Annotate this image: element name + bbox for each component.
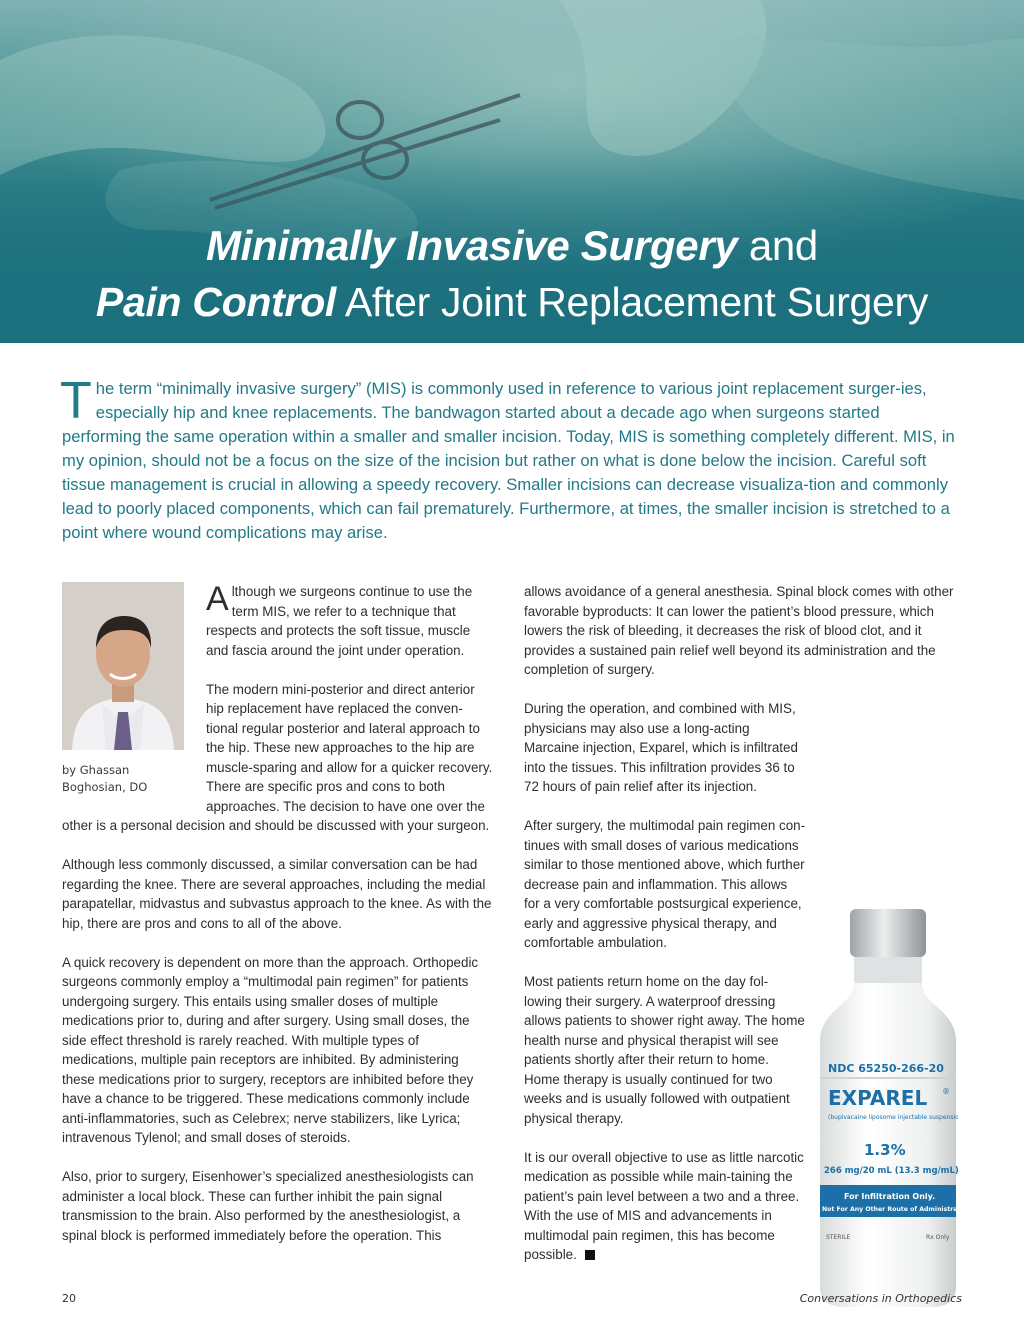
right-paragraph-4: Most patients return home on the day fol-lowing their surgery. A waterproof dressing allows patients to shower right away. The home health nurse and physical therapist will see patients shortly after their return to home. Home therapy is usually continued for two weeks and is usually followed with outpatient physical therapy. xyxy=(524,974,805,1126)
left-paragraph-5: Also, prior to surgery, Eisenhower’s specialized anesthesiologists can administer a local block. These can further inhibit the pain signal transmission to the brain. Also performed by the anesthesiologist, a spinal block is performed immediately before the operation. This xyxy=(62,1169,474,1243)
intro-text: he term “minimally invasive surgery” (MIS) is commonly used in reference to various joint replacement surger-ies, especially hip and knee replacements. The bandwagon started about a decade ago when surgeons started performing the same operation within a smaller and smaller incision. Today, MIS is something completely different. MIS, in my opinion, should not be a focus on the size of the incision but rather on what is done below the incision. Careful soft tissue management is crucial in allowing a speedy recovery. Smaller incisions can decrease visualiza-tion and commonly lead to poorly placed components, which can fail prematurely. Furthermore, at times, the smaller incision is stretched to a point where wound complications may arise. xyxy=(62,379,955,542)
vial-dose: 266 mg/20 mL (13.3 mg/mL) xyxy=(824,1166,958,1176)
vial-brand: EXPAREL xyxy=(828,1086,928,1110)
vial-sterile: STERILE xyxy=(826,1234,851,1241)
vial-band-line-1: For Infiltration Only. xyxy=(844,1192,936,1201)
left-paragraph-3: Although less commonly discussed, a similar conversation can be had regarding the knee. There are several approaches, including the medial parapatellar, midvastus and subvastus approach to the knee. As with the hip, there are pros and cons to all of the above. xyxy=(62,857,492,931)
vial-band-line-2: Not For Any Other Route of Administration xyxy=(822,1206,958,1213)
exparel-vial-illustration xyxy=(814,909,958,1309)
right-paragraph-2: During the operation, and combined with MIS, physicians may also use a long-acting Marcaine injection, Exparel, which is infiltrated into the tissues. This infiltration provides 36 to 72 hours of pain relief after its injection. xyxy=(524,701,798,794)
right-paragraph-5: It is our overall objective to use as little narcotic medication as possible while main-taining the patient’s pain level between a two and a three. With the use of MIS and advancements in multimodal pain regimen, this has become possible. xyxy=(524,1149,804,1262)
byline-line-1: by Ghassan xyxy=(62,763,130,777)
right-paragraph-3: After surgery, the multimodal pain regimen con-tinues with small doses of various medications similar to those mentioned above, which further decrease pain and inflammation. This allows for a very comfortable postsurgical experience, early and aggressive physical therapy, and comfortable ambulation. xyxy=(524,818,806,950)
vial-ndc: NDC 65250-266-20 xyxy=(828,1062,944,1075)
publication-name: Conversations in Orthopedics xyxy=(799,1292,962,1305)
intro-dropcap: T xyxy=(60,372,92,430)
hero-banner xyxy=(0,0,1024,343)
article-title xyxy=(0,218,1024,330)
title-light-part-2: After Joint Replacement Surgery xyxy=(344,279,929,325)
left-column xyxy=(62,582,494,1265)
author-byline xyxy=(62,754,192,810)
intro-paragraph xyxy=(60,372,962,545)
page-number: 20 xyxy=(62,1292,76,1305)
author-portrait-illustration xyxy=(62,582,184,750)
title-bold-part-1: Minimally Invasive Surgery xyxy=(206,222,738,269)
vial-strength: 1.3% xyxy=(864,1141,906,1159)
author-photo xyxy=(62,582,184,750)
left-paragraph-2: The modern mini-posterior and direct anterior hip replacement have replaced the conven-tional regular posterior and lateral approach to the hip. These new approaches to the hip are muscle-sparing and allow for a quicker recovery. There are specific pros and cons to both approaches. The decision to have one over the other is a personal decision and should be discussed with your surgeon. xyxy=(62,681,493,833)
vial-rx: Rx Only xyxy=(926,1234,950,1241)
vial-generic-name: (bupivacaine liposome injectable suspension) xyxy=(828,1114,958,1121)
byline-line-2: Boghosian, DO xyxy=(62,780,148,794)
body-dropcap: A xyxy=(206,580,229,618)
title-light-part-1: and xyxy=(748,222,818,269)
title-bold-part-2: Pain Control xyxy=(95,279,337,325)
exparel-vial-image xyxy=(814,909,958,1309)
end-of-article-mark xyxy=(585,1250,595,1260)
left-paragraph-4: A quick recovery is dependent on more than the approach. Orthopedic surgeons commonly employ a “multimodal pain regimen” for patients undergoing surgery. This entails using smaller doses of multiple medications prior to, during and after surgery. Using small doses, the side effect threshold is rarely reached. With multiple types of medications, multiple pain receptors are inhibited. By administering these medications prior to surgery, receptors are inhibited before they have a chance to be triggered. These medications commonly include anti-inflammatories, such as Celebrex; nerve stabilizers, like Lyrica; intravenous Tylenol; and small doses of steroids. xyxy=(62,954,479,1145)
right-paragraph-1: allows avoidance of a general anesthesia. Spinal block comes with other favorable byproducts: It can lower the patient’s blood pressure, which lowers the risk of bleeding, it decreases the risk of blood clot, and it provides a sustained pain relief well beyond its administration and the completion of surgery. xyxy=(524,584,954,677)
vial-registered-mark: ® xyxy=(942,1087,950,1096)
right-column xyxy=(524,582,958,1309)
left-paragraph-1: lthough we surgeons continue to use the term MIS, we refer to a technique that respects and protects the soft tissue, muscle and fascia around the joint under operation. xyxy=(206,584,473,658)
